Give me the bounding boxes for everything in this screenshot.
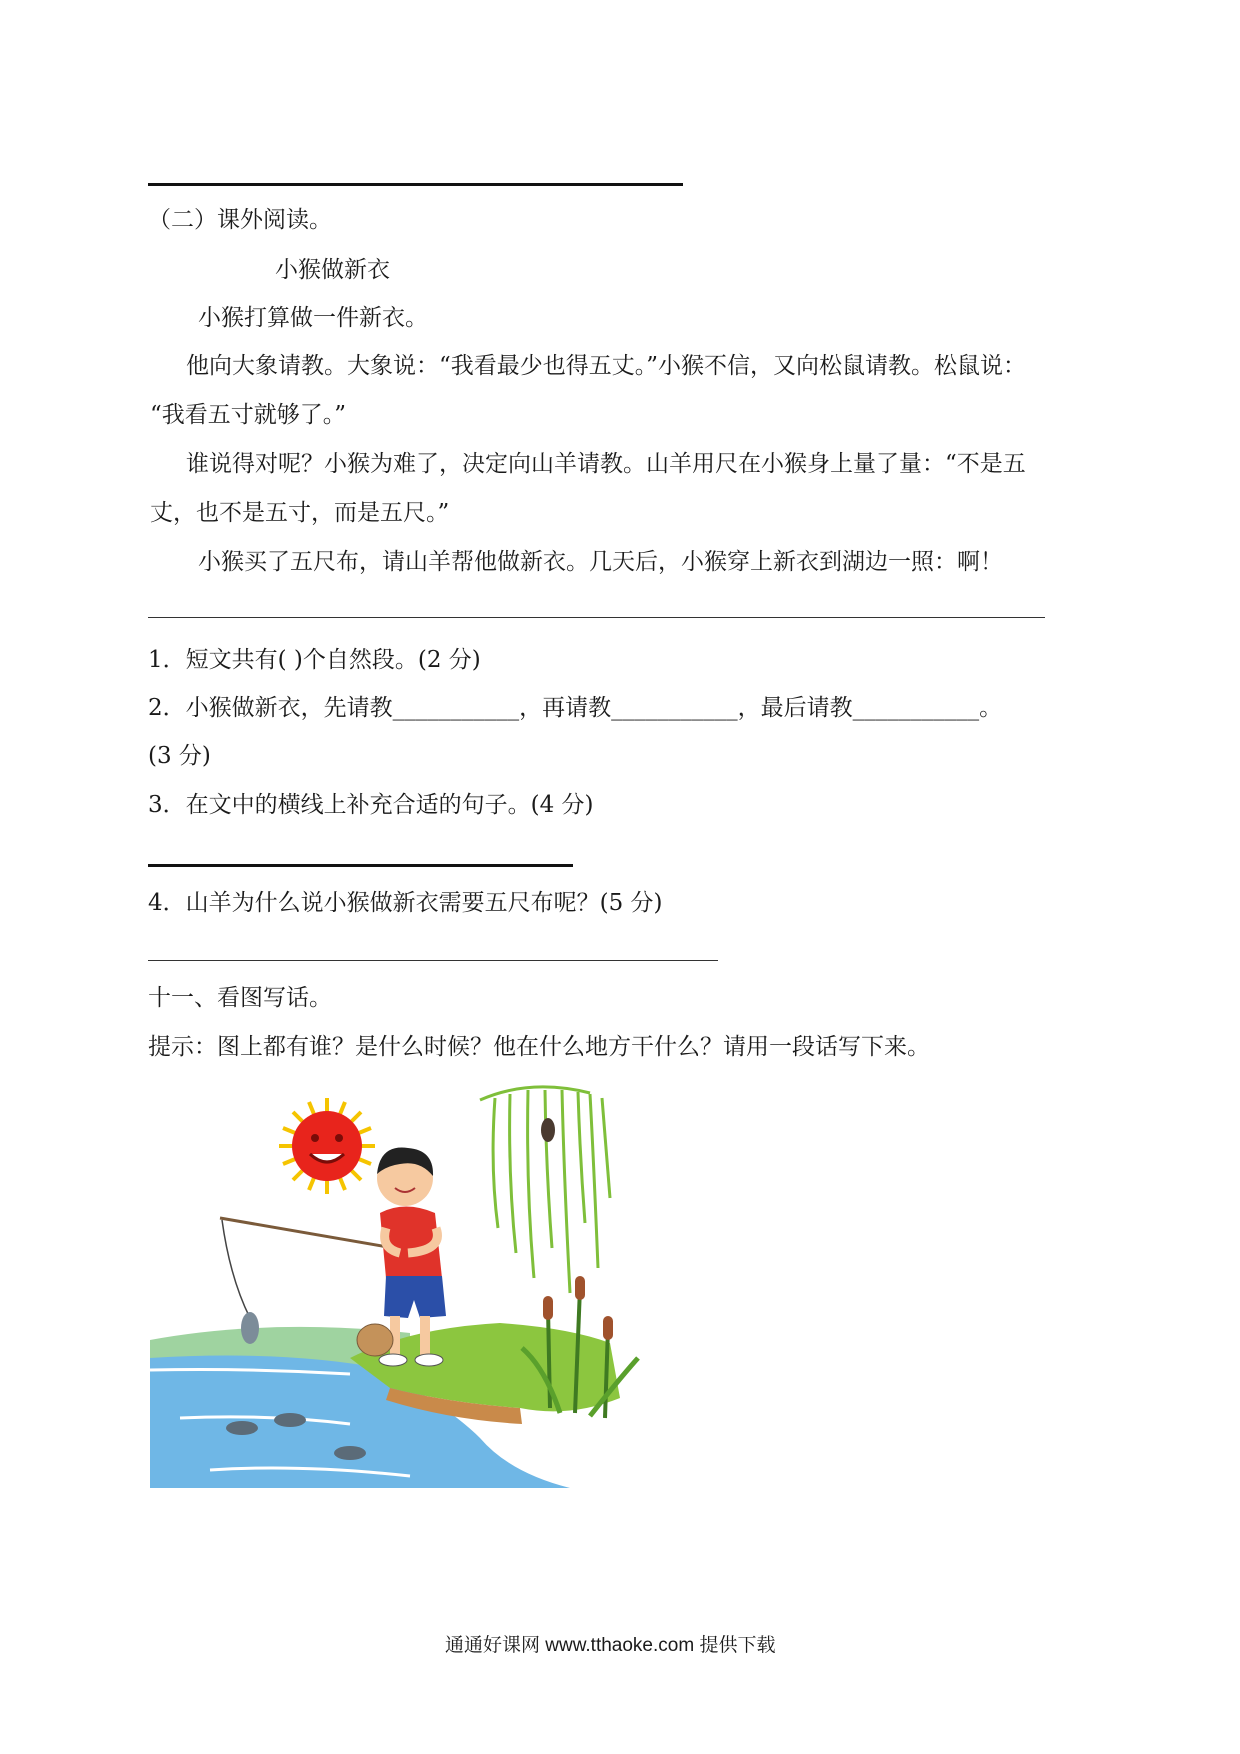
footer-credit: 通通好课网 www.tthaoke.com 提供下载 [445,1635,776,1656]
section-title: （二）课外阅读。 [148,207,332,233]
question-2-line-1: 2．小猴做新衣，先请教___________，再请教___________，最后请教___________。 [148,695,1003,721]
sun-icon [279,1098,375,1194]
cicada-icon [541,1118,555,1142]
answer-line-question-4[interactable] [148,960,718,961]
boy-fishing-illustration [150,1078,655,1498]
top-rule [148,183,683,186]
fish-basket-icon [357,1324,393,1356]
paragraph-3-line-1: 谁说得对呢？小猴为难了，决定向山羊请教。山羊用尺在小猴身上量了量：“不是五 [186,451,1026,477]
paragraph-3-line-2: 丈，也不是五寸，而是五尺。” [150,500,450,526]
answer-line-paragraph[interactable] [148,617,1045,618]
question-3: 3．在文中的横线上补充合适的句子。(4 分) [148,792,594,818]
paragraph-1: 小猴打算做一件新衣。 [198,305,428,331]
question-2-line-2: (3 分) [148,743,211,769]
question-4: 4．山羊为什么说小猴做新衣需要五尺布呢？(5 分) [148,890,663,916]
fishing-rod-icon [220,1218,405,1318]
story-title: 小猴做新衣 [275,257,390,283]
paragraph-4: 小猴买了五尺布，请山羊帮他做新衣。几天后，小猴穿上新衣到湖边一照：啊！ [198,549,1003,575]
willow-tree-icon [480,1087,610,1293]
answer-line-question-3[interactable] [148,864,573,867]
section-11-title: 十一、看图写话。 [148,985,332,1011]
hint-text: 提示：图上都有谁？是什么时候？他在什么地方干什么？请用一段话写下来。 [148,1034,930,1060]
question-1: 1．短文共有( )个自然段。(2 分) [148,647,481,673]
paragraph-2-line-1: 他向大象请教。大象说：“我看最少也得五丈。”小猴不信，又向松鼠请教。松鼠说： [186,353,1027,379]
paragraph-2-line-2: “我看五寸就够了。” [150,402,347,428]
